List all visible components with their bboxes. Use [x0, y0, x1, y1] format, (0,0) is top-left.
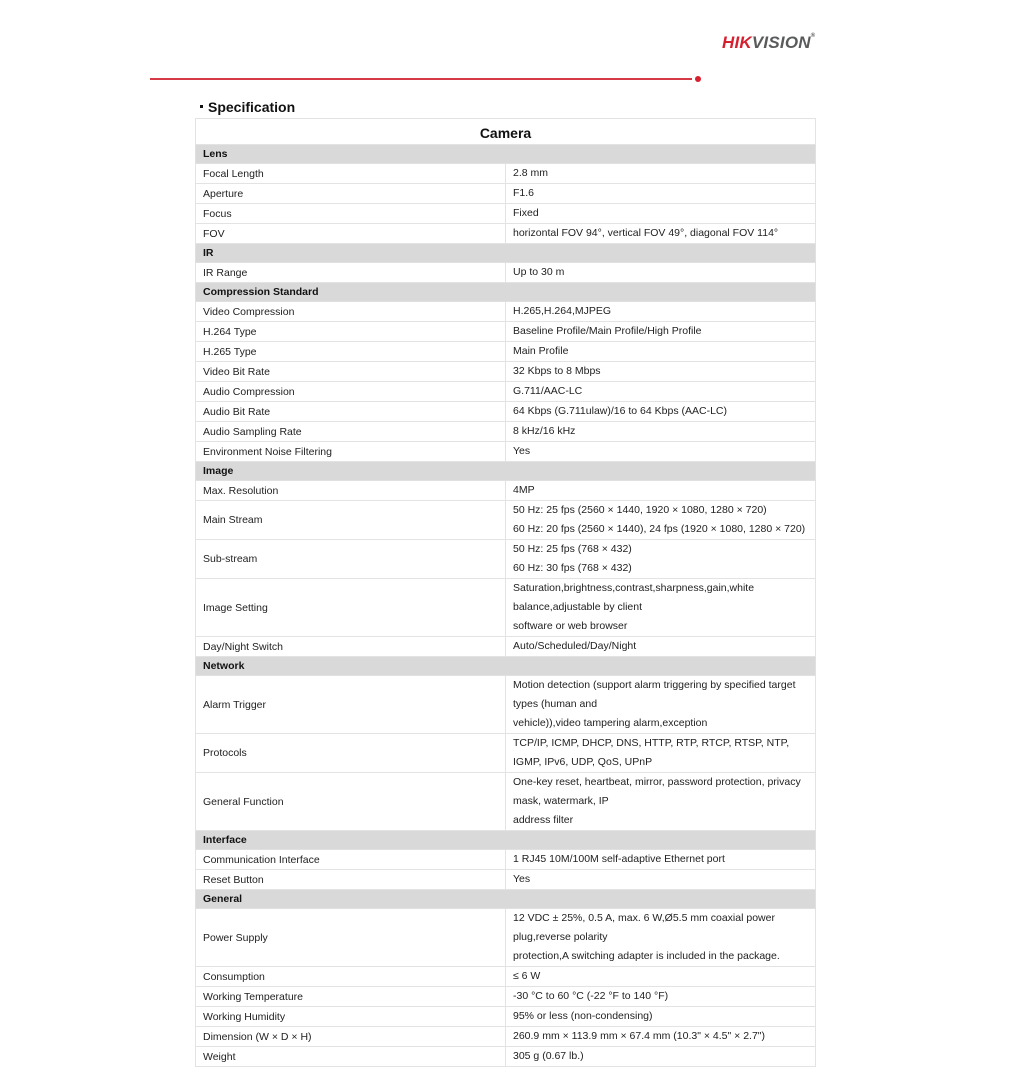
spec-value-line: 32 Kbps to 8 Mbps — [513, 365, 601, 377]
spec-label: Communication Interface — [196, 850, 506, 870]
spec-label: Audio Bit Rate — [196, 402, 506, 422]
spec-value-line: 95% or less (non-condensing) — [513, 1010, 653, 1022]
table-row — [196, 342, 816, 362]
spec-value — [506, 987, 816, 1007]
group-header-row — [196, 890, 816, 909]
group-title: Lens — [196, 145, 816, 164]
table-row — [196, 362, 816, 382]
spec-value-line: Motion detection (support alarm triggering by specified target types (human and — [513, 679, 796, 710]
spec-value-line: 8 kHz/16 kHz — [513, 425, 576, 437]
spec-value-line: Up to 30 m — [513, 266, 565, 278]
spec-label: Main Stream — [196, 501, 506, 540]
spec-value — [506, 442, 816, 462]
spec-value-line: Main Profile — [513, 345, 569, 357]
spec-value — [506, 967, 816, 987]
spec-value — [506, 579, 816, 637]
spec-table — [195, 118, 816, 1067]
section-title-text: Specification — [208, 99, 296, 115]
spec-label: Video Bit Rate — [196, 362, 506, 382]
group-title: General — [196, 890, 816, 909]
spec-value-line: horizontal FOV 94°, vertical FOV 49°, diagonal FOV 114° — [513, 227, 779, 239]
spec-value-line: 60 Hz: 30 fps (768 × 432) — [513, 562, 632, 574]
spec-value-line: G.711/AAC-LC — [513, 385, 583, 397]
spec-value — [506, 773, 816, 831]
group-title: IR — [196, 244, 816, 263]
spec-value — [506, 850, 816, 870]
spec-value-line: Auto/Scheduled/Day/Night — [513, 640, 637, 652]
group-title: Network — [196, 657, 816, 676]
table-row — [196, 382, 816, 402]
spec-value — [506, 734, 816, 773]
table-row — [196, 734, 816, 773]
spec-label: Working Temperature — [196, 987, 506, 1007]
header-divider — [150, 78, 692, 80]
table-row — [196, 637, 816, 657]
spec-value-line: 64 Kbps (G.711ulaw)/16 to 64 Kbps (AAC-LC) — [513, 405, 727, 417]
bullet-icon — [200, 105, 203, 108]
table-row — [196, 481, 816, 501]
spec-value-line: 2.8 mm — [513, 167, 549, 179]
hikvision-logo — [722, 33, 815, 53]
spec-value — [506, 870, 816, 890]
group-header-row — [196, 145, 816, 164]
spec-label: Power Supply — [196, 909, 506, 967]
table-row — [196, 263, 816, 283]
spec-label: Alarm Trigger — [196, 676, 506, 734]
group-title: Image — [196, 462, 816, 481]
spec-label: H.264 Type — [196, 322, 506, 342]
spec-value-line: address filter — [513, 814, 574, 826]
table-row — [196, 322, 816, 342]
spec-value-line: H.265,H.264,MJPEG — [513, 305, 612, 317]
logo-hik: HIK — [722, 33, 752, 52]
spec-value — [506, 422, 816, 442]
group-header-row — [196, 283, 816, 302]
table-title-row — [196, 119, 816, 145]
spec-label: Weight — [196, 1047, 506, 1067]
spec-value-line: 305 g (0.67 lb.) — [513, 1050, 584, 1062]
table-row — [196, 1047, 816, 1067]
table-row — [196, 773, 816, 831]
divider-dot — [695, 76, 701, 82]
spec-value-line: Yes — [513, 445, 531, 457]
group-title: Interface — [196, 831, 816, 850]
group-title: Compression Standard — [196, 283, 816, 302]
spec-label: IR Range — [196, 263, 506, 283]
spec-label: Image Setting — [196, 579, 506, 637]
spec-value-line: TCP/IP, ICMP, DHCP, DNS, HTTP, RTP, RTCP, RTSP, NTP, IGMP, IPv6, UDP, QoS, UPnP — [513, 737, 790, 768]
spec-value — [506, 342, 816, 362]
spec-value — [506, 184, 816, 204]
spec-value — [506, 263, 816, 283]
table-row — [196, 422, 816, 442]
spec-value-line: 1 RJ45 10M/100M self-adaptive Ethernet port — [513, 853, 725, 865]
spec-label: Dimension (W × D × H) — [196, 1027, 506, 1047]
table-row — [196, 870, 816, 890]
table-row — [196, 676, 816, 734]
spec-label: Video Compression — [196, 302, 506, 322]
spec-value — [506, 540, 816, 579]
spec-label: Reset Button — [196, 870, 506, 890]
spec-value — [506, 322, 816, 342]
spec-value — [506, 1027, 816, 1047]
table-row — [196, 967, 816, 987]
spec-label: Sub-stream — [196, 540, 506, 579]
table-row — [196, 850, 816, 870]
table-row — [196, 987, 816, 1007]
spec-label: Audio Compression — [196, 382, 506, 402]
spec-value-line: 4MP — [513, 484, 535, 496]
spec-value — [506, 501, 816, 540]
table-row — [196, 442, 816, 462]
spec-label: Focus — [196, 204, 506, 224]
spec-value — [506, 402, 816, 422]
table-title: Camera — [196, 119, 816, 145]
spec-label: Environment Noise Filtering — [196, 442, 506, 462]
spec-value-line: Saturation,brightness,contrast,sharpness,gain,white balance,adjustable by client — [513, 582, 755, 613]
table-row — [196, 540, 816, 579]
spec-value — [506, 637, 816, 657]
table-row — [196, 1027, 816, 1047]
table-row — [196, 579, 816, 637]
registered-mark: ® — [810, 33, 816, 39]
table-row — [196, 402, 816, 422]
table-row — [196, 164, 816, 184]
spec-value-line: 260.9 mm × 113.9 mm × 67.4 mm (10.3" × 4.5" × 2.7") — [513, 1030, 766, 1042]
logo-vision: VISION — [751, 33, 811, 52]
spec-value — [506, 382, 816, 402]
spec-label: FOV — [196, 224, 506, 244]
spec-value — [506, 481, 816, 501]
group-header-row — [196, 657, 816, 676]
table-row — [196, 501, 816, 540]
spec-value-line: Yes — [513, 873, 531, 885]
group-header-row — [196, 244, 816, 263]
spec-value-line: software or web browser — [513, 620, 628, 632]
spec-value — [506, 1047, 816, 1067]
spec-value-line: One-key reset, heartbeat, mirror, password protection, privacy mask, watermark, IP — [513, 776, 801, 807]
spec-value — [506, 224, 816, 244]
spec-value-line: 50 Hz: 25 fps (768 × 432) — [513, 543, 632, 555]
spec-label: Working Humidity — [196, 1007, 506, 1027]
spec-label: Audio Sampling Rate — [196, 422, 506, 442]
spec-value — [506, 362, 816, 382]
spec-label: Max. Resolution — [196, 481, 506, 501]
spec-label: H.265 Type — [196, 342, 506, 362]
spec-value-line: 12 VDC ± 25%, 0.5 A, max. 6 W,Ø5.5 mm coaxial power plug,reverse polarity — [513, 912, 775, 943]
spec-value-line: ≤ 6 W — [513, 970, 541, 982]
spec-label: General Function — [196, 773, 506, 831]
spec-value-line: F1.6 — [513, 187, 535, 199]
spec-value-line: 50 Hz: 25 fps (2560 × 1440, 1920 × 1080, 1280 × 720) — [513, 504, 767, 516]
spec-value — [506, 204, 816, 224]
spec-value-line: -30 °C to 60 °C (-22 °F to 140 °F) — [513, 990, 669, 1002]
group-header-row — [196, 831, 816, 850]
group-header-row — [196, 462, 816, 481]
table-row — [196, 302, 816, 322]
section-heading — [200, 99, 295, 115]
spec-value — [506, 164, 816, 184]
spec-value — [506, 909, 816, 967]
spec-label: Aperture — [196, 184, 506, 204]
spec-value — [506, 676, 816, 734]
table-row — [196, 909, 816, 967]
spec-label: Consumption — [196, 967, 506, 987]
spec-label: Day/Night Switch — [196, 637, 506, 657]
spec-value-line: Fixed — [513, 207, 539, 219]
table-row — [196, 224, 816, 244]
table-row — [196, 204, 816, 224]
spec-label: Focal Length — [196, 164, 506, 184]
table-row — [196, 184, 816, 204]
spec-value-line: 60 Hz: 20 fps (2560 × 1440), 24 fps (1920 × 1080, 1280 × 720) — [513, 523, 806, 535]
spec-value — [506, 302, 816, 322]
spec-value-line: vehicle)),video tampering alarm,exception — [513, 717, 708, 729]
spec-label: Protocols — [196, 734, 506, 773]
spec-value-line: Baseline Profile/Main Profile/High Profile — [513, 325, 702, 337]
spec-value-line: protection,A switching adapter is included in the package. — [513, 950, 780, 962]
